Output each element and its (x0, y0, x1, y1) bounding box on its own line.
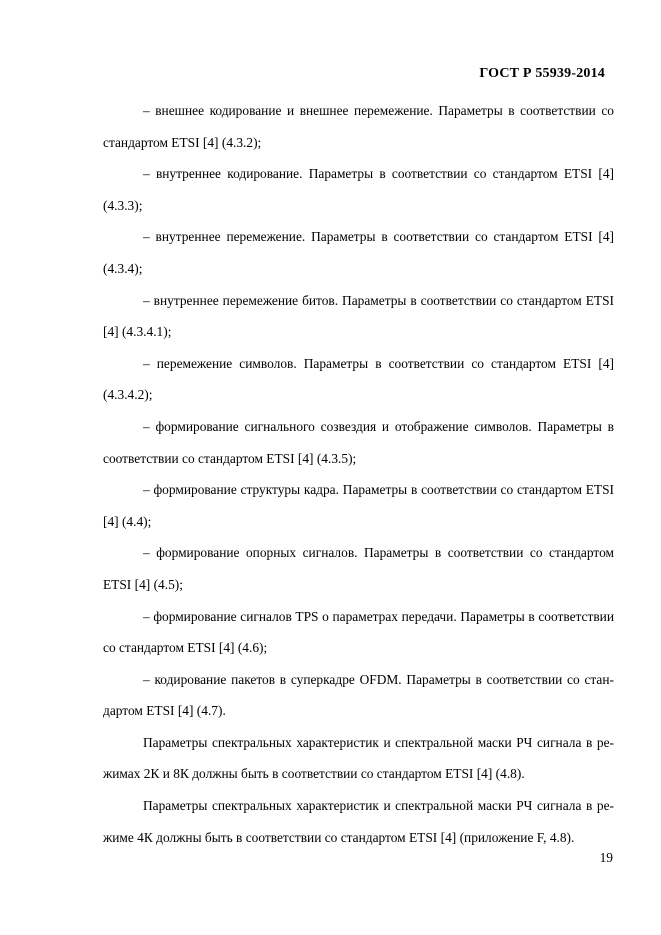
paragraph-inner-coding: – внутреннее кодирование. Параметры в соответствии со стандартом ETSI [4] (4.3.3); (103, 166, 614, 213)
paragraph-reference-signals: – формирование опорных сигналов. Параметры в соответствии со стандартом ETSI [4] (4.5); (103, 545, 614, 592)
document-header: ГОСТ Р 55939-2014 (479, 66, 605, 81)
paragraph-spectrum-2k-8k: Параметры спектральных характеристик и спектральной маски РЧ сигнала в режимах 2К и 8К должны быть в соответствии со стандартом ETSI [4] (4.8). (103, 734, 614, 782)
document-body (103, 95, 614, 853)
paragraph-ofdm-packet-coding: – кодирование пакетов в суперкадре OFDM. Параметры в соответствии со стандартом ETSI [4] (4.7). (103, 671, 614, 719)
page-number: 19 (599, 850, 613, 865)
paragraph-outer-coding: – внешнее кодирование и внешнее перемежение. Параметры в соответствии со стандартом ETSI [4] (4.3.2); (103, 103, 614, 150)
paragraph-constellation-mapping: – формирование сигнального созвездия и отображение символов. Параметры в соответствии со стандартом ETSI [4] (4.3.5); (103, 418, 614, 466)
paragraph-spectrum-4k: Параметры спектральных характеристик и спектральной маски РЧ сигнала в режиме 4К должны быть в соответствии со стандартом ETSI [4] (приложение F, 4.8). (103, 798, 614, 845)
paragraph-tps-signals: – формирование сигналов TPS о параметрах передачи. Параметры в соответствии со стандартом ETSI [4] (4.6); (103, 608, 614, 656)
paragraph-bit-interleaving: – внутреннее перемежение битов. Параметры в соответствии со стандартом ETSI [4] (4.3.4.1); (103, 292, 614, 340)
paragraph-inner-interleaving: – внутреннее перемежение. Параметры в соответствии со стандартом ETSI [4] (4.3.4); (103, 229, 614, 276)
paragraph-frame-structure: – формирование структуры кадра. Параметры в соответствии со стандартом ETSI [4] (4.4); (103, 482, 614, 529)
paragraph-symbol-interleaving: – перемежение символов. Параметры в соответствии со стандартом ETSI [4] (4.3.4.2); (103, 355, 614, 403)
